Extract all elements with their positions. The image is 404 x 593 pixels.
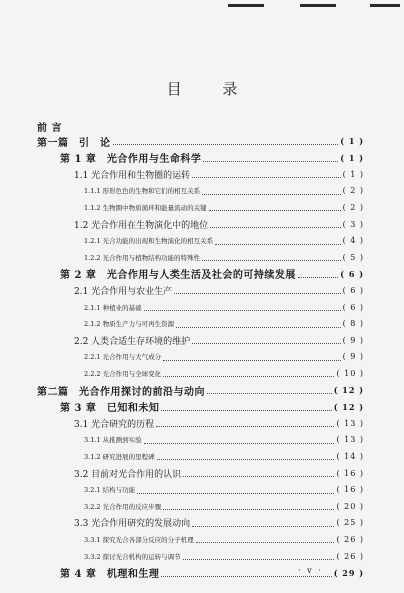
toc-label: 2.2.2 光合作用与全球变化 [84, 369, 162, 378]
toc-leader-dots [183, 475, 334, 477]
toc-leader-dots [203, 160, 338, 162]
toc-leader-dots [183, 558, 335, 560]
toc-entry[interactable] [84, 365, 364, 381]
toc-page-number: ( 6 ) [340, 268, 364, 279]
toc-page-number: ( 20 ) [336, 501, 364, 511]
toc-entry[interactable] [84, 548, 364, 564]
toc-label: 3.3.1 探究光合各部分反应的分子机理 [84, 535, 194, 544]
toc-page-number: ( 5 ) [342, 252, 364, 262]
toc-page-number: ( 4 ) [342, 236, 364, 246]
toc-leader-dots [192, 342, 340, 344]
toc-leader-dots [163, 508, 334, 510]
toc-page-number: ( 8 ) [342, 319, 364, 329]
toc-label: 3.1.2 研究进展的里程碑 [84, 452, 155, 461]
toc-label: 第 2 章 光合作用与人类生活及社会的可持续发展 [60, 270, 296, 282]
toc-leader-dots [144, 309, 341, 311]
toc-entry[interactable] [84, 233, 364, 249]
toc-leader-dots [202, 193, 340, 195]
toc-entry[interactable] [84, 531, 364, 547]
toc-leader-dots [210, 226, 340, 228]
toc-entry[interactable] [84, 249, 364, 265]
toc-page-number: ( 16 ) [336, 485, 364, 495]
toc-label: 3.2.2 光合作用的反应步骤 [84, 502, 162, 511]
toc-entry[interactable] [74, 415, 364, 431]
toc-preface[interactable] [37, 118, 364, 134]
toc-page-number: ( 26 ) [336, 534, 364, 544]
toc-entry[interactable] [74, 166, 364, 182]
toc-page-number: ( 14 ) [336, 451, 364, 461]
scan-mark [228, 4, 264, 7]
toc-page-number: ( 13 ) [336, 435, 364, 445]
toc-page-number: ( 2 ) [342, 202, 364, 212]
page-title: 目 录 [166, 80, 256, 98]
toc-label: 3.2.1 结构与功能 [84, 486, 136, 495]
toc-label: 第 4 章 机理和生理 [60, 569, 160, 581]
toc-label: 第 1 章 光合作用与生命科学 [60, 154, 202, 166]
toc-entry[interactable] [60, 399, 364, 415]
toc-leader-dots [113, 143, 339, 145]
toc-page-number: ( 3 ) [342, 219, 364, 229]
toc-label: 1.1.2 生物圈中物质循环和能量流动的关键 [84, 203, 207, 212]
toc-page-number: ( 1 ) [340, 152, 364, 163]
toc-entry[interactable] [37, 382, 364, 398]
toc-entry[interactable] [84, 448, 364, 464]
toc-entry[interactable] [74, 282, 364, 298]
toc-page-number: ( 12 ) [333, 385, 364, 395]
scan-top-marks [0, 0, 404, 14]
toc-leader-dots [298, 276, 338, 278]
toc-entry[interactable] [84, 316, 364, 332]
toc-label: 3.2 目前对光合作用的认识 [74, 469, 182, 480]
toc-entry[interactable] [74, 332, 364, 348]
toc-leader-dots [176, 326, 340, 328]
toc-leader-dots [157, 458, 335, 460]
toc-page-number: ( 25 ) [336, 518, 364, 528]
toc-page-number: ( 10 ) [336, 368, 364, 378]
toc-label: 2.1 光合作用与农业生产 [74, 286, 173, 297]
toc-label: 前 言 [37, 122, 62, 134]
toc-leader-dots [192, 176, 340, 178]
toc-label: 2.2.1 光合作用与大气成分 [84, 353, 162, 362]
toc-label: 3.1 光合研究的历程 [74, 419, 155, 430]
toc-page-number: ( 9 ) [342, 352, 364, 362]
toc-label: 第 3 章 已知和未知 [60, 403, 160, 415]
toc-leader-dots [202, 259, 340, 261]
toc-label: 2.1.2 物质生产力与可再生资源 [84, 320, 175, 329]
toc-label: 1.2 光合作用在生物演化中的地位 [74, 220, 209, 231]
toc-page-number: ( 2 ) [342, 186, 364, 196]
toc-entry[interactable] [84, 482, 364, 498]
toc-leader-dots [215, 243, 340, 245]
toc-leader-dots [163, 375, 334, 377]
toc-label: 2.2 人类合适生存环境的维护 [74, 336, 191, 347]
toc-page-number: ( 12 ) [333, 401, 364, 412]
toc-page-number: ( 1 ) [340, 136, 364, 146]
toc-entry[interactable] [84, 349, 364, 365]
toc-label: 3.3 光合作用研究的发展动向 [74, 519, 191, 530]
toc-leader-dots [207, 392, 332, 394]
toc-label: 1.1 光合作用和生物圈的运转 [74, 170, 191, 181]
toc-entry[interactable] [74, 515, 364, 531]
toc-page-number: ( 26 ) [336, 551, 364, 561]
toc-entry[interactable] [74, 216, 364, 232]
toc-page-number: ( 6 ) [342, 285, 364, 295]
toc-label: 1.2.2 光合作用与植物结构功能的特殊性 [84, 253, 201, 262]
toc-leader-dots [174, 292, 340, 294]
toc-page-number: ( 16 ) [336, 468, 364, 478]
toc-entry[interactable] [84, 432, 364, 448]
toc-entry[interactable] [60, 266, 364, 282]
toc-label: 1.2.1 光合功能的出现和生物演化的相互关系 [84, 237, 214, 246]
toc-entry[interactable] [84, 183, 364, 199]
toc-leader-dots [137, 492, 334, 494]
toc-leader-dots [144, 442, 335, 444]
toc-label: 第一篇 引 论 [37, 137, 111, 149]
toc-leader-dots [161, 409, 331, 411]
toc-entry[interactable] [37, 133, 364, 149]
toc-label: 2.1.1 种植业的基础 [84, 303, 142, 312]
toc-page-number: ( 13 ) [336, 418, 364, 428]
toc-entry[interactable] [60, 150, 364, 166]
toc-leader-dots [196, 541, 335, 543]
toc-leader-dots [209, 209, 341, 211]
toc-page-number: ( 9 ) [342, 335, 364, 345]
toc-leader-dots [192, 525, 334, 527]
scan-mark [300, 4, 336, 7]
toc-page-number: ( 29 ) [333, 567, 364, 578]
toc-entry[interactable] [84, 199, 364, 215]
toc-entry[interactable] [74, 465, 364, 481]
toc-entry[interactable] [84, 299, 364, 315]
toc-label: 3.1.1 从推测到实验 [84, 436, 142, 445]
toc-leader-dots [156, 425, 334, 427]
scan-mark [370, 4, 400, 7]
toc-page-number: ( 6 ) [342, 302, 364, 312]
toc-leader-dots [163, 359, 340, 361]
toc-entry[interactable] [84, 498, 364, 514]
toc-label: 第二篇 光合作用探讨的前沿与动向 [37, 386, 205, 398]
toc-page-number: ( 1 ) [342, 169, 364, 179]
toc-label: 1.1.1 形形色色的生物和它们的相互关系 [84, 187, 201, 196]
page-number: · v · [298, 566, 323, 575]
toc-label: 3.3.2 探讨光合机构的运转与调节 [84, 552, 181, 561]
